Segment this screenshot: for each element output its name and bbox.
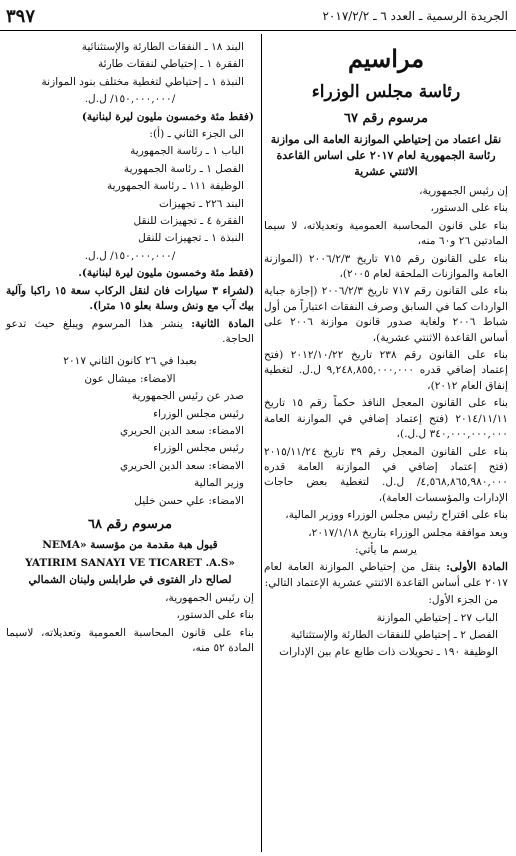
paragraph: إن رئيس الجمهورية، (419, 185, 508, 197)
page-header (0, 0, 516, 31)
page-number: ٣٩٧ (6, 6, 36, 27)
paragraph: بناء على قانون المحاسبة العمومية وتعديلاته، لاسيما المادة ٥٢ منه، (6, 626, 254, 654)
budget-item: البند ٢٢٦ ـ تجهيزات (158, 197, 244, 210)
signatory-title: وزير المالية (193, 477, 244, 490)
paragraph: يرسم ما يأتي: (355, 543, 417, 556)
article-text: ينقل من إحتياطي الموازنة العامة لعام ٢٠١٧ على أساس القاعدة الاثنتي عشرية الإعتماد التالي: (264, 561, 508, 589)
paragraph: وبعد موافقة مجلس الوزراء بتاريخ ٢٠١٧/١/١٨، (308, 526, 508, 539)
signatory-title: رئيس مجلس الوزراء (153, 407, 244, 420)
budget-item: الوظيفة ١١١ ـ رئاسة الجمهورية (106, 180, 244, 193)
article-two (6, 317, 254, 348)
budget-item: الفقرة ١ ـ إحتياطي لنفقات طارئة (97, 58, 244, 71)
budget-item: الفصل ٢ ـ إحتياطي للنفقات الطارئة والإستثنائية (290, 628, 498, 641)
part-heading: من الجزء الأول: (428, 594, 498, 607)
purpose: (لشراء ٣ سيارات فان لنقل الركاب سعة ١٥ راكبا وآلية بيك آب مع ونش وسلة بعلو ١٥ مترا). (6, 284, 254, 313)
amount-words: (فقط مئة وخمسون مليون ليرة لبنانية). (78, 267, 254, 280)
right-column (264, 40, 508, 663)
paragraph: بناء على قانون المحاسبة العمومية وتعديلاته، لا سيما المادتين ٢٦ و٦٠ منه، (264, 219, 508, 248)
signature: الامضاء: سعد الدين الحريري (120, 424, 244, 437)
issued-by: صدر عن رئيس الجمهورية (131, 390, 244, 403)
budget-item: الباب ١ ـ رئاسة الجمهورية (130, 145, 244, 158)
authority-title: رئاسة مجلس الوزراء (311, 82, 461, 102)
budget-item: النبذة ١ ـ إحتياطي لتغطية مختلف بنود الموازنة (41, 75, 244, 88)
paragraph: بناء على اقتراح رئيس مجلس الوزراء ووزير المالية، (285, 509, 508, 522)
signature: الامضاء: علي حسن خليل (134, 494, 244, 507)
decree-subject-latin: YATIRIM SANAYI VE TICARET .A.S» (25, 557, 235, 570)
paragraph: بناء على القانون المعجل رقم ٣٩ تاريخ ٢٠١٥/١١/٢٤ (فتح إعتماد إضافي في الموازنة العامة قدره ٤,٥٦٨,٨٦٥,٩٨٠,٠٠٠/ ل.ل. لتغطية بعض حاجات الإدارات والمؤسسات العامة)، (264, 445, 508, 504)
budget-item: الباب ٢٧ ـ إحتياطي الموازنة (376, 611, 498, 624)
running-title: الجريدة الرسمية ـ العدد ٦ ـ ٢٠١٧/٢/٢ (322, 9, 508, 23)
paragraph: بناء على القانون رقم ٢٣٨ تاريخ ٢٠١٢/١٠/٢٢ (فتح إعتماد إضافي قدره ٩,٢٤٨,٨٥٥,٠٠٠,٠٠٠ ل.ل. لتغطية إنفاق العام ٢٠١٢)، (264, 349, 508, 392)
budget-item: الفصل ١ ـ رئاسة الجمهورية (123, 162, 244, 175)
paragraph: بناء على القانون المعجل النافذ حكماً رقم ١٥ تاريخ ٢٠١٤/١١/١١ (فتح إعتماد إضافي في الموازنة العامة ٣٤٠,٠٠٠,٠٠٠,٠٠٠ ل.ل.)، (264, 397, 508, 441)
decree-subject: لصالح دار الفتوى في طرابلس ولبنان الشمالي (28, 574, 232, 587)
column-divider (261, 34, 262, 852)
signatory-title: رئيس مجلس الوزراء (153, 442, 244, 455)
article-label: المادة الأولى: (446, 561, 508, 574)
amount-words: (فقط مئة وخمسون مليون ليرة لبنانية) (81, 110, 254, 123)
signature: الامضاء: ميشال عون (84, 372, 176, 385)
article-text: ينشر هذا المرسوم ويبلغ حيث تدعو الحاجة. (6, 317, 254, 345)
decree-number: مرسوم رقم ٦٨ (88, 516, 172, 532)
paragraph: بناء على الدستور، (176, 609, 254, 622)
date-line: بعبدا في ٢٦ كانون الثاني ٢٠١٧ (63, 355, 197, 368)
left-column (6, 40, 254, 658)
paragraph: بناء على القانون رقم ٧١٥ تاريخ ٢٠٠٦/٢/٣ (الموازنة العامة والموازنات الملحقة لعام ٢٠٠٥)، (264, 252, 508, 281)
budget-item: الوظيفة ١٩٠ ـ تحويلات ذات طابع عام بين الإدارات (279, 646, 498, 659)
amount: /١٥٠,٠٠٠,٠٠٠/ ل.ل. (84, 249, 176, 262)
budget-item: النبذة ١ ـ تجهيزات للنقل (138, 232, 244, 245)
decree-number: مرسوم رقم ٦٧ (344, 111, 428, 126)
signature: الامضاء: سعد الدين الحريري (120, 459, 244, 472)
budget-item: البند ١٨ ـ النفقات الطارئة والإستثنائية (81, 41, 244, 53)
budget-item: الفقرة ٤ ـ تجهيزات للنقل (133, 215, 244, 228)
article-one (264, 560, 508, 591)
section-title: مراسيم (347, 44, 425, 73)
paragraph: إن رئيس الجمهورية، (165, 591, 254, 604)
part-heading: الى الجزء الثاني ـ (أ): (149, 128, 244, 141)
paragraph: بناء على الدستور، (430, 202, 508, 215)
decree-subject: نقل اعتماد من إحتياطي الموازنة العامة الى موازنة رئاسة الجمهورية لعام ٢٠١٧ على اساس القاعدة الاثنتي عشرية (270, 133, 502, 178)
paragraph: بناء على القانون رقم ٧١٧ تاريخ ٢٠٠٦/٢/٣ (إجازة جباية الواردات كما في السابق وصرف النفقات اعتباراً من أول شباط ٢٠٠٦ ولغاية صدور قانون موازنة ٢٠٠٦ على أساس القاعدة الاثنتي عشرية)، (264, 285, 509, 344)
decree-subject: قبول هبة مقدمة من مؤسسة «NEMA (42, 538, 218, 551)
amount: /١٥٠,٠٠٠,٠٠٠/ ل.ل. (84, 93, 176, 106)
article-label: المادة الثانية: (191, 317, 255, 330)
